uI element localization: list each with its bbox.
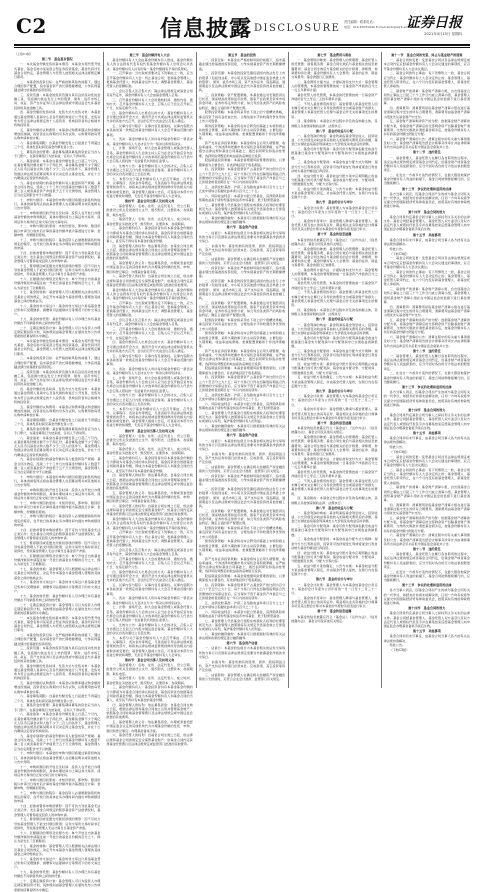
body-paragraph: 基金合同是约定基金合同当事人之间权利义务关系的法律文件。基金合同经基金管理人、基金托管人双方盖章以及双方法定代表人或授权代表签字并在募集结束后经基金管理人向中国证监会办理基金备案手续后生效。 [383, 214, 470, 232]
section-title-en: DISCLOSURE [254, 23, 341, 34]
body-paragraph: 二十、定期定额投资计划：基金管理人可以为投资人办理定期定额投资计划，具体规则由基金管理人在届时发布公告或更新的招募说明书中确定。 [14, 879, 101, 892]
body-paragraph: 十三、申购与赎回的程序：基金投资人必须根据销售机构规定的程序，在开放日的具体业务办理时间内提出申购或赎回的申请。 [14, 514, 101, 527]
section-heading: 第十三节 争议的处理和适用的法律 [402, 384, 452, 389]
body-paragraph: 六、基金募集期限：自基金份额发售之日起最长不得超过三个月，具体发售时间见基金份额发售公告。 [14, 417, 101, 426]
body-paragraph: 五、基金管理人的义务：依法募集资金，办理或者委托经中国证监会认定的其他机构代为办理基金份额的发售、申购、赎回和登记事宜；办理基金备案手续。 [106, 490, 193, 504]
body-paragraph: 二、会议召集人及召集方式：除法律法规规定或基金合同另有约定外，基金份额持有人大会由基金管理人召集。 [106, 88, 193, 98]
body-paragraph: （下转C3版） [389, 251, 410, 256]
contact-line: 电话：010-63070000 E-mail:zqrb@zqrb.sina.net [344, 25, 416, 29]
section-heading: 第十三节 争议的处理和适用的法律 [402, 583, 452, 588]
body-paragraph: 十九、基金的转托管：基金份额持有人可办理已持有基金份额在不同销售机构之间的转托管。 [14, 316, 101, 326]
section-heading: 第十二节 违约责任 [412, 348, 441, 353]
body-paragraph: 基金合同是约定基金合同当事人之间权利义务关系的法律文件。基金合同经基金管理人、基金托管人双方盖章以及双方法定代表人或授权代表签字并在募集结束后经基金管理人向中国证监会办理基金备案手续后生效。 [383, 413, 470, 430]
body-paragraph: 八、基金备案：本基金自基金份额发售之日起三个月内，在基金募集份额总额不少于两亿份，基金募集金额不少于两亿元人民币且基金认购人数不少于二百人的条件下，基金管理人依据法律法规及招募说明书可以决定停止基金发售，并在十日内聘请法定验资机构验资。 [14, 712, 101, 734]
body-paragraph: 一、召开事由：当出现或需要决定下列事由之一的，应当召开基金份额持有人大会：终止基金合同；更换基金管理人；更换基金托管人；转换基金运作方式；调整基金管理人、基金托管人的报酬标准。 [106, 530, 193, 547]
body-paragraph: 四、基金税收：本基金运作过程中涉及的各纳税主体，其纳税义务按国家税收法律、法规执行。 [291, 307, 378, 317]
body-paragraph: 四、基金税收：本基金运作过程中涉及的各纳税主体，其纳税义务按国家税收法律、法规执行。 [291, 496, 378, 505]
body-paragraph: 四、基金管理人的权利：依法募集资金；自基金合同生效之日起，根据法律法规和基金合同独立运用并管理基金财产；依照基金合同收取基金管理费以及法律法规规定或中国证监会批准的其他费用。 [106, 473, 193, 490]
body-paragraph: 四、基金管理人的权利：依法募集资金；自基金合同生效之日起，根据法律法规和基金合同独立运用并管理基金财产；依照基金合同收取基金管理费以及法律法规规定或中国证监会批准的其他费用。 [106, 702, 193, 720]
section-heading: 第二节 基金基本情况 [41, 57, 73, 62]
body-paragraph: 十四、拒绝或暂停申购的情形：因不可抗力导致基金无法正常运作；发生基金合同规定的暂停基金资产估值情况时，基金管理人可暂停接受投资人的申购申请。 [14, 527, 101, 540]
section-heading: 第十四节 基金合同的效力 [408, 209, 446, 214]
body-paragraph: 三、召开基金份额持有人大会的通知时间、通知内容、通知方式：召开基金份额持有人大会，召集人应于会议召开前三十日，在指定媒介公告。 [106, 556, 193, 570]
body-paragraph: 四、投资限制：本基金股票资产占基金资产的比例为百分之六十至百分之九十五；每个交易日日终在扣除股指期货合约需缴纳的交易保证金后，应当保持不低于基金资产净值百分之五的现金或者到期日在一年以内的政府债券。 [198, 167, 286, 185]
section-heading: 第十四节 基金合同的效力 [408, 407, 446, 412]
body-paragraph: 一、召开事由：当出现或需要决定下列事由之一的，应当召开基金份额持有人大会：终止基金合同；更换基金管理人；更换基金托管人；转换基金运作方式；调整基金管理人、基金托管人的报酬标准。 [106, 300, 193, 318]
body-paragraph: 八、生效与公告：基金份额持有人大会的决议，召集人应当自通过之日起五日内报中国证监会备案。基金份额持有人大会的决议自表决通过之日起生效。 [106, 163, 193, 177]
body-paragraph: 四、基金份额的发售时间、发售方式与发售对象：本基金通过基金管理人直销中心及各代销机构进行公开发售，发售对象为符合法律法规规定的个人投资者、机构投资者和合格境外机构投资者。 [14, 663, 101, 681]
body-paragraph: 资产支持证券投资策略：本基金将综合运用久期管理、收益率曲线、个券选择和把握市场交易机会等积极策略，在严格遵守法律法规和基金合同基础上，通过信用研究和流动性管理，选择风险调整后的收益高的品种进行投资。 [198, 141, 286, 158]
column-divider [288, 52, 289, 688]
body-paragraph: 七、计票：现场开会，如大会由基金管理人或基金托管人召集，基金份额持有人大会的主持人应当在会议开始后宣布在出席会议的基金份额持有人中选举两名基金份额持有人代表与大会召集人授权的一名监督员共同担任监票人。 [106, 375, 193, 393]
body-paragraph: 一、基金费用的种类：基金管理人的管理费；基金托管人的托管费；销售服务费；基金合同生效后与基金相关的信息披露费用；基金合同生效后与基金相关的会计师费、律师费、仲裁费和诉讼费；基金份额持有人大会费用；基金的证券、期货交易费用；基金的银行汇划费用。 [291, 58, 378, 80]
section-heading: 第六节 基金资产估值 [226, 225, 258, 230]
body-paragraph: 五、基金财产清算剩余资产的分配：依据基金财产清算的分配方案，将基金财产清算后的全部剩余资产扣除基金财产清算费用、交纳所欠税款并清偿基金债务后，按基金份额持有人持有的基金份额比例进行分配。 [383, 515, 470, 533]
body-paragraph: 股票投资策略：本基金将采用自下而上的个股精选策略，重点投资于具有良好成长性、合理估值水平和较强竞争优势的上市公司股票。 [198, 318, 286, 331]
body-paragraph: 基金托管人的托管费，本基金的托管费按前一日基金资产净值的百分之零点二五的年费率计提。 [291, 469, 378, 479]
body-paragraph: 一、估值日：本基金的估值日为本基金相关的证券交易场所的交易日以及国家法律法规规定需要对外披露基金净值的非交易日。 [198, 646, 286, 659]
body-paragraph: 十九、基金的转托管：基金份额持有人可办理已持有基金份额在不同销售机构之间的转托管。 [14, 870, 101, 879]
text-column-4 [291, 52, 377, 688]
body-paragraph: 基金份额持有人大会由基金份额持有人组成，基金份额持有人的合法授权代表有权代表基金份额持有人出席会议并表决。基金份额持有人持有的每一基金份额拥有平等的投票权。 [106, 287, 193, 301]
body-paragraph: 十九、基金的转托管：基金份额持有人可办理已持有基金份额在不同销售机构之间的转托管。 [14, 593, 101, 602]
body-paragraph: 三、基金份额持有人：基金投资者持有本基金基金份额的行为即视为对基金合同的承认和接受，基金投资者自依据基金合同取得基金份额，即成为本基金份额持有人和基金合同的当事人，直至其不再持有本基金的基金份额。 [106, 455, 193, 473]
body-paragraph: 四、清算费用：清算费用是指基金财产清算小组在进行基金清算过程中发生的所有合理费用，清算费用由基金财产清算小组优先从基金财产中支付。 [383, 106, 470, 119]
section-heading: 第九节 基金的会计与审计 [315, 388, 353, 393]
section-heading: 第九节 基金的会计与审计 [315, 577, 353, 582]
body-paragraph: 四、基金份额持有人出席会议的方式：基金份额持有人大会可通过现场开会方式、通讯开会方式或法律法规和监管机关允许的其他方式召开，会议的召开方式由会议召集人确定。 [106, 111, 193, 124]
body-paragraph: 八、基金的融资融券：本基金可以根据届时有效的有关法律法规和政策的规定进行融资融券。 [198, 216, 286, 225]
section-title-cn: 信息披露 [160, 16, 253, 42]
body-paragraph: 二、在发生一方或多方违约的情况下，在最大限度地保护基金份额持有人利益的前提下，基金合同能够继续履行的，应当继续履行。 [383, 371, 470, 384]
body-paragraph: 十五、暂停赎回或延缓支付赎回款项的情形：因不可抗力导致基金管理人不能支付赎回款项；证券交易所交易时间非正常停市，导致基金管理人无法计算当日基金资产净值。 [14, 817, 101, 830]
section-heading: 第九节 基金的会计与审计 [315, 200, 353, 205]
body-paragraph: 股票投资策略：本基金将采用自下而上的个股精选策略，重点投资于具有良好成长性、合理估值水平和较强竞争优势的上市公司股票。 [198, 526, 286, 539]
body-paragraph: 四、基金份额的发售时间、发售方式与发售对象：本基金通过基金管理人直销中心及各代销机构进行公开发售，发售对象为符合法律法规规定的个人投资者、机构投资者和合格境外机构投资者。 [14, 110, 101, 128]
body-paragraph: 二、会议召集人及召集方式：除法律法规规定或基金合同另有约定外，基金份额持有人大会由基金管理人召集。 [106, 547, 193, 556]
section-heading: 第七节 基金费用与税收 [317, 53, 352, 57]
body-paragraph: 资产支持证券投资策略：本基金将综合运用久期管理、收益率曲线、个券选择和把握市场交易机会等积极策略，在严格遵守法律法规和基金合同基础上，通过信用研究和流动性管理，选择风险调整后的收益高的品种进行投资。 [198, 556, 286, 574]
body-paragraph: 七、募集资金的管理：基金募集期间募集的资金应当存入专门账户，在基金募集行为结束前，任何人不得动用。 [14, 426, 101, 435]
body-paragraph: 四、清算费用：清算费用是指基金财产清算小组在进行基金清算过程中发生的所有合理费用，清算费用由基金财产清算小组优先从基金财产中支付。 [383, 304, 470, 317]
body-paragraph: 一、投资目标：本基金在严格控制风险的前提下，追求超越业绩比较基准的投资回报，力争实现基金资产的长期稳健增值。 [198, 266, 286, 279]
body-paragraph: 一、估值日：本基金的估值日为本基金相关的证券交易场所的交易日以及国家法律法规规定需要对外披露基金净值的非交易日。 [198, 438, 286, 451]
body-paragraph: 十七、基金的转换：基金管理人可以根据相关法律法规以及基金合同的规定，决定开办本基金与基金管理人管理的其他基金之间的转换业务。 [14, 290, 101, 303]
body-paragraph: 一、基金合同的变更：变更基金合同涉及法律法规规定或本合同约定应经基金份额持有人大会决议通过的事项的，应召开基金份额持有人大会决议通过。 [383, 256, 470, 269]
body-paragraph: 基金托管人的托管费，本基金的托管费按前一日基金资产净值的百分之零点二五的年费率计提。 [291, 93, 378, 102]
body-paragraph: 十八、基金的非交易过户：基金的非交易过户是指基金登记机构只受理继承、捐赠和司法强制执行等情况下的非交易过户。 [14, 303, 101, 317]
body-paragraph: 六、基金财产清算的公告：清算过程中的有关重大事项须及时公告；基金财产清算报告经会计师事务所审计并由律师事务所出具法律意见书后报中国证监会备案并公告。 [383, 335, 470, 348]
body-paragraph: 一、投资目标：本基金在严格控制风险的前提下，追求超越业绩比较基准的投资回报，力争实现基金资产的长期稳健增值。 [198, 58, 286, 71]
body-paragraph: 一、基金会计政策：基金管理人为本基金的基金会计责任方；基金的会计年度为公历年度的一月一日至十二月三十一日。 [291, 394, 378, 407]
body-paragraph: 四、基金税收：本基金运作过程中涉及的各纳税主体，其纳税义务按国家税收法律、法规执行。 [291, 119, 378, 128]
body-paragraph: 二、基金合同的终止事由：有下列情形之一的，基金合同应当终止：基金份额持有人大会决定终止的；基金管理人、基金托管人职责终止，在六个月内没有新基金管理人、新基金托管人承接的。 [383, 467, 470, 485]
body-paragraph: 六、表决：基金份额持有人所持每份基金份额有一票表决权。基金份额持有人大会决议分为一般决议和特别决议。 [106, 596, 193, 605]
text-column-5 [384, 52, 470, 688]
section-heading: 第八节 基金的收益与分配 [315, 505, 353, 510]
body-paragraph: 五、基金份额的认购费用：本基金认购费率随认购金额的增加而递减，投资者在认购期内可多次认购，认购费用按每笔认购申请单独计算。 [14, 681, 101, 694]
body-paragraph: 十四、拒绝或暂停申购的情形：因不可抗力导致基金无法正常运作；发生基金合同规定的暂停基金资产估值情况时，基金管理人可暂停接受投资人的申购申请。 [14, 250, 101, 264]
body-paragraph: 二、基金合同的终止事由：有下列情形之一的，基金合同应当终止：基金份额持有人大会决定终止的；基金管理人、基金托管人职责终止，在六个月内没有新基金管理人、新基金托管人承接的。 [383, 71, 470, 89]
body-paragraph: 四、基金份额持有人出席会议的方式：基金份额持有人大会可通过现场开会方式、通讯开会方式或法律法规和监管机关允许的其他方式召开，会议的召开方式由会议召集人确定。 [106, 340, 193, 353]
section-heading: 第十节 基金的信息披露 [317, 420, 352, 425]
body-paragraph: 二、在发生一方或多方违约的情况下，在最大限度地保护基金份额持有人利益的前提下，基金合同能够继续履行的，应当继续履行。 [383, 569, 470, 583]
body-paragraph: 一、召开事由：当出现或需要决定下列事由之一的，应当召开基金份额持有人大会：终止基金合同；更换基金管理人；更换基金托管人；转换基金运作方式；调整基金管理人、基金托管人的报酬标准。 [106, 71, 193, 89]
body-paragraph: 五、基金份额的认购费用：本基金认购费率随认购金额的增加而递减，投资者在认购期内可多次认购，认购费用按每笔认购申请单独计算。 [14, 404, 101, 417]
body-paragraph: 二、本基金的投资目标：在严格控制风险的前提下，通过合理的资产配置，追求基金资产的长期稳健增值，力争获得超越业绩比较基准的投资回报。 [14, 79, 101, 93]
body-paragraph: 五、议事内容与程序：议事内容及提案权，议事内容限为本条前述第一款规定的基金份额持有人大会召开事由范围内的事项。 [106, 583, 193, 596]
body-paragraph: 四、投资限制：本基金股票资产占基金资产的比例为百分之六十至百分之九十五；每个交易日日终在扣除股指期货合约需缴纳的交易保证金后，应当保持不低于基金资产净值百分之五的现金或者到期日在一年以内的政府债券。 [198, 375, 286, 392]
page-code: C2 [16, 14, 47, 38]
body-paragraph: 二、基金的年度审计：基金管理人聘请与基金管理人、基金托管人相互独立的具有证券、期货相关业务资格的会计师事务所及其注册会计师对本基金的年度财务报表进行审计。 [291, 407, 378, 420]
body-paragraph: 五、业绩比较基准：沪深三百指数收益率乘以百分之七十五加中债综合指数收益率乘以百分之二十五。 [198, 600, 286, 609]
body-paragraph: 四、收益分配方案：基金收益分配方案中应载明截止收益分配基准日的可供分配利润、基金收益分配对象、分配时间、分配数额及比例、分配方式等内容。 [291, 173, 378, 187]
section-heading: 第八节 基金的收益与分配 [315, 317, 353, 322]
body-paragraph: 一、本次基金份额发售的基本情况：本基金为契约型开放式基金，基金名称为某某混合型证券投资基金，基金代码详见基金合同约定，基金管理人与托管人按照相关法律法规规定履行职责。 [14, 62, 101, 80]
body-paragraph: 三、投资策略：资产配置策略，本基金通过对宏观经济运行状况、国家财政政策和货币政策、国家产业政策及资本市场资金环境、证券市场走势的分析，综合考虑各类资产的风险收益特征，确定合适的资产配置比例。 [198, 508, 286, 526]
masthead [14, 10, 470, 44]
body-paragraph: 特此公告。 [389, 445, 406, 450]
body-paragraph: 六、基金募集期限：自基金份额发售之日起最长不得超过三个月，具体发售时间见基金份额发售公告。 [14, 694, 101, 703]
section-heading: 第五节 基金的投资 [228, 53, 256, 57]
body-paragraph: 十三、申购与赎回的程序：基金投资人必须根据销售机构规定的程序，在开放日的具体业务办理时间内提出申购或赎回的申请。 [14, 791, 101, 804]
body-paragraph: 七、募集资金的管理：基金募集期间募集的资金应当存入专门账户，在基金募集行为结束前，任何人不得动用。 [14, 150, 101, 159]
body-paragraph: 本基金的信息披露应符合《基金法》、《运作办法》、《信息披露办法》、基金合同及其他有关规定。 [291, 426, 378, 435]
section-heading: 第十二节 违约责任 [412, 547, 441, 551]
newspaper-brand-logo: 证券日报 [406, 15, 462, 31]
section-heading: 第六节 基金资产估值 [226, 433, 258, 438]
body-paragraph: 五、收益分配方案的确定、公告与实施：本基金收益分配方案由基金管理人拟定，并由基金托管人复核，在两日内在指定媒介公告。 [291, 563, 378, 577]
body-paragraph: 九、基金存续期内的基金份额持有人数量和资产规模：基金合同生效后，连续二十个工作日出现基金份额持有人数量不满二百人或者基金资产净值低于五千万元情形的，基金管理人应当在定期报告中予以披露。 [14, 180, 101, 198]
body-paragraph: 三、基金收益分配原则：本基金收益分配方式分两种：现金分红与红利再投资，投资者可选择现金红利或将现金红利自动转为基金份额进行再投资。 [291, 537, 378, 550]
body-paragraph: 二、本基金的投资目标：在严格控制风险的前提下，通过合理的资产配置，追求基金资产的长期稳健增值，力争获得超越业绩比较基准的投资回报。 [14, 633, 101, 646]
body-paragraph: 十四、拒绝或暂停申购的情形：因不可抗力导致基金无法正常运作；发生基金合同规定的暂停基金资产估值情况时，基金管理人可暂停接受投资人的申购申请。 [14, 804, 101, 817]
body-paragraph: 二、投资范围：本基金的投资范围包括国内依法发行上市的股票（包括创业板、中小板以及其他经中国证监会核准上市的股票）、债券、货币市场工具、资产支持证券、股指期货、国债期货以及法律法规或中国证监会允许基金投资的其他金融工具。 [198, 71, 286, 93]
body-paragraph: 二、基金的年度审计：基金管理人聘请与基金管理人、基金托管人相互独立的具有证券、期货相关业务资格的会计师事务所及其注册会计师对本基金的年度财务报表进行审计。 [291, 218, 378, 232]
body-paragraph: 二、基金费用计提方法、计提标准和支付方式：基金管理人的管理费，本基金的管理费按前一日基金资产净值的百分之一点五年费率计提。 [291, 456, 378, 470]
continuation-tag: （上接C1版） [14, 52, 34, 56]
body-paragraph: 基金份额持有人大会由基金份额持有人组成，基金份额持有人的合法授权代表有权代表基金份额持有人出席会议并表决。基金份额持有人持有的每一基金份额拥有平等的投票权。 [106, 517, 193, 530]
body-paragraph: 特此公告。 [389, 643, 406, 648]
body-paragraph: 三、基金财产的清算：基金财产清算小组，自出现基金合同终止事由之日起三十个工作日内成立清算小组，基金管理人组织基金财产清算小组并在中国证监会的监督下进行基金清算。 [383, 287, 470, 304]
body-paragraph: 七、计票：现场开会，如大会由基金管理人或基金托管人召集，基金份额持有人大会的主持人应当在会议开始后宣布在出席会议的基金份额持有人中选举两名基金份额持有人代表与大会召集人授权的一名监督员共同担任监票人。 [106, 605, 193, 622]
body-paragraph: 九、本部分关于基金份额持有人大会召开事由、召开条件、议事程序、表决条件等规定，凡是直接引用法律法规或监管规则的部分，如将来法律法规或监管规则修改导致相关内容被取消或变更的，基金管理人提前公告后，可直接对本部分内容进行修改和调整，无需召开基金份额持有人大会审议。 [106, 406, 193, 428]
body-paragraph: 一、基金合同的变更：变更基金合同涉及法律法规规定或本合同约定应经基金份额持有人大会决议通过的事项的，应召开基金份额持有人大会决议通过。 [383, 58, 470, 71]
body-paragraph: 十、申购与赎回：本基金的申购与赎回将通过销售机构进行，具体的销售网点将由基金管理人在招募说明书或其他相关公告中列明。 [14, 474, 101, 488]
body-paragraph: 二、在发生一方或多方违约的情况下，在最大限度地保护基金份额持有人利益的前提下，基金合同能够继续履行的，应当继续履行。 [383, 173, 470, 186]
body-paragraph: 四、清算费用：清算费用是指基金财产清算小组在进行基金清算过程中发生的所有合理费用，清算费用由基金财产清算小组优先从基金财产中支付。 [383, 502, 470, 516]
body-paragraph: 十、申购与赎回：本基金的申购与赎回将通过销售机构进行，具体的销售网点将由基金管理人在招募说明书或其他相关公告中列明。 [14, 198, 101, 211]
body-paragraph: 五、基金财产清算剩余资产的分配：依据基金财产清算的分配方案，将基金财产清算后的全部剩余资产扣除基金财产清算费用、交纳所欠税款并清偿基金债务后，按基金份额持有人持有的基金份额比例进行分配。 [383, 317, 470, 335]
body-paragraph: （下转C3版） [389, 648, 410, 653]
body-paragraph: 七、基金管理人代表基金行使股东或债权人权利的处理原则及方法：基金管理人按照国家有关规定代表基金独立行使股东或债权人权利，保护基金份额持有人的利益。 [198, 202, 286, 216]
body-paragraph: 一、基金管理人、基金托管人在履行各自职责的过程中，违反法律法规的规定或者基金合同约定，给基金财产或者基金份额持有人造成损害的，应当分别对各自的行为依法承担赔偿责任。 [383, 552, 470, 569]
body-paragraph: 二、基金可供分配利润：基金可供分配利润指截至收益分配基准日基金未分配利润与未分配利润中已实现收益的孰低数。 [291, 524, 378, 537]
body-paragraph: 三、基金财产的清算：基金财产清算小组，自出现基金合同终止事由之日起三十个工作日内成立清算小组，基金管理人组织基金财产清算小组并在中国证监会的监督下进行基金清算。 [383, 485, 470, 502]
body-paragraph: 四、基金份额持有人出席会议的方式：基金份额持有人大会可通过现场开会方式、通讯开会方式或法律法规和监管机关允许的其他方式召开，会议的召开方式由会议召集人确定。 [106, 569, 193, 583]
body-paragraph: 二、基金托管人：名称、住所、法定代表人、成立时间、基金托管业务批准文号、组织形式、注册资本、存续期间。 [106, 217, 193, 226]
body-paragraph: 九、本部分关于基金份额持有人大会召开事由、召开条件、议事程序、表决条件等规定，凡是直接引用法律法规或监管规则的部分，如将来法律法规或监管规则修改导致相关内容被取消或变更的，基金管理人提前公告后，可直接对本部分内容进行修改和调整，无需召开基金份额持有人大会审议。 [106, 177, 193, 198]
body-paragraph: 一、基金利润的构成：基金利润指基金利息收入、投资收益、公允价值变动收益和其他收入扣除相关费用后的余额，基金已实现收益指基金利润减去公允价值变动收益后的余额。 [291, 134, 378, 147]
body-paragraph: 五、基金份额的认购费用：本基金认购费率随认购金额的增加而递减，投资者在认购期内可多次认购，认购费用按每笔认购申请单独计算。 [14, 127, 101, 141]
body-paragraph: 五、业绩比较基准：沪深三百指数收益率乘以百分之七十五加中债综合指数收益率乘以百分之二十五。 [198, 392, 286, 401]
body-paragraph: 九、本部分关于基金份额持有人大会召开事由、召开条件、议事程序、表决条件等规定，凡是直接引用法律法规或监管规则的部分，如将来法律法规或监管规则修改导致相关内容被取消或变更的，基金管理人提前公告后，可直接对本部分内容进行修改和调整，无需召开基金份额持有人大会审议。 [106, 635, 193, 657]
body-paragraph: 五、议事内容与程序：议事内容及提案权，议事内容限为本条前述第一款规定的基金份额持有人大会召开事由范围内的事项。 [106, 353, 193, 367]
body-paragraph: 五、议事内容与程序：议事内容及提案权，议事内容限为本条前述第一款规定的基金份额持有人大会召开事由范围内的事项。 [106, 124, 193, 137]
body-paragraph: 本基金的信息披露应符合《基金法》、《运作办法》、《信息披露办法》、基金合同及其他有关规定。 [291, 614, 378, 623]
section-heading: 第十四节 基金合同的效力 [408, 606, 446, 611]
body-paragraph: 债券投资策略：本基金将在综合研究的基础上实施积极主动的组合管理，采用久期控制下的主动投资策略，主要包括：久期策略、收益率曲线策略、类属配置策略和个券选择策略等。 [198, 331, 286, 349]
section-heading: 第四节 基金合同当事人及权利义务 [124, 657, 175, 662]
body-paragraph: 七、计票：现场开会，如大会由基金管理人或基金托管人召集，基金份额持有人大会的主持人应当在会议开始后宣布在出席会议的基金份额持有人中选举两名基金份额持有人代表与大会召集人授权的一名监督员共同担任监票人。 [106, 146, 193, 164]
body-paragraph: 本基金的信息披露应符合《基金法》、《运作办法》、《信息披露办法》、基金合同及其他有关规定。 [291, 237, 378, 246]
body-paragraph: 六、风险收益特征：本基金为混合型基金，其预期风险和预期收益高于债券型基金和货币市场基金，低于股票型基金。 [198, 401, 286, 410]
section-heading: 第八节 基金的收益与分配 [315, 128, 353, 133]
column-divider [381, 52, 382, 688]
body-paragraph: 八、生效与公告：基金份额持有人大会的决议，召集人应当自通过之日起五日内报中国证监会备案。基金份额持有人大会的决议自表决通过之日起生效。 [106, 622, 193, 636]
body-paragraph: 一、基金会计政策：基金管理人为本基金的基金会计责任方；基金的会计年度为公历年度的一月一日至十二月三十一日。 [291, 205, 378, 219]
body-paragraph: 三、投资范围：本基金的投资范围为具有良好流动性的金融工具，包括国内依法发行上市的股票、债券、货币市场工具、权证、资产支持证券以及法律法规或中国证监会允许基金投资的其他金融工具。 [14, 646, 101, 663]
column-divider [103, 52, 104, 688]
body-paragraph: 十一、申购和赎回的开放日及时间：投资人在开放日办理基金份额的申购和赎回，具体办理时间为上海证券交易所、深圳证券交易所的正常交易日的交易时间。 [14, 764, 101, 777]
body-paragraph: 各方当事人同意，因基金合同而产生的或与基金合同有关的一切争议，如经友好协商未能解决的，任何一方均有权将争议提交中国国际经济贸易仲裁委员会，按照其时有效的仲裁规则进行仲裁。 [383, 191, 470, 209]
body-paragraph: 八、基金的融资融券：本基金可以根据届时有效的有关法律法规和政策的规定进行融资融券。 [198, 631, 286, 640]
body-paragraph: 各方当事人同意，因基金合同而产生的或与基金合同有关的一切争议，如经友好协商未能解决的，任何一方均有权将争议提交中国国际经济贸易仲裁委员会，按照其时有效的仲裁规则进行仲裁。 [383, 390, 470, 407]
body-paragraph: （下转C3版） [389, 449, 410, 454]
body-paragraph: 十、申购与赎回：本基金的申购与赎回将通过销售机构进行，具体的销售网点将由基金管理人在招募说明书或其他相关公告中列明。 [14, 751, 101, 764]
body-paragraph: 二、估值对象：基金所拥有的股票、债券、股指期货合约、资产支持证券和银行存款本息、应收款项、其它投资等资产及负债。 [198, 659, 286, 672]
section-heading: 第十节 基金的信息披露 [317, 232, 352, 237]
body-paragraph: 一、基金费用的种类：基金管理人的管理费；基金托管人的托管费；销售服务费；基金合同生效后与基金相关的信息披露费用；基金合同生效后与基金相关的会计师费、律师费、仲裁费和诉讼费；基金份额持有人大会费用；基金的证券、期货交易费用；基金的银行汇划费用。 [291, 246, 378, 268]
body-paragraph: 五、基金管理人的义务：依法募集资金，办理或者委托经中国证监会认定的其他机构代为办理基金份额的发售、申购、赎回和登记事宜；办理基金备案手续。 [106, 720, 193, 733]
section-heading: 第十五节 其他事项 [412, 232, 441, 237]
body-paragraph: 资产支持证券投资策略：本基金将综合运用久期管理、收益率曲线、个券选择和把握市场交易机会等积极策略，在严格遵守法律法规和基金合同基础上，通过信用研究和流动性管理，选择风险调整后的收益高的品种进行投资。 [198, 348, 286, 366]
section-heading: 第三节 基金份额持有人大会 [129, 53, 170, 57]
body-paragraph: 一、本次基金份额发售的基本情况：本基金为契约型开放式基金，基金名称为某某混合型证券投资基金，基金代码详见基金合同约定，基金管理人与托管人按照相关法律法规规定履行职责。 [14, 615, 101, 633]
body-paragraph: 八、基金的融资融券：本基金可以根据届时有效的有关法律法规和政策的规定进行融资融券。 [198, 423, 286, 433]
body-paragraph: 九、基金存续期内的基金份额持有人数量和资产规模：基金合同生效后，连续二十个工作日出现基金份额持有人数量不满二百人或者基金资产净值低于五千万元情形的，基金管理人应当在定期报告中予以披露。 [14, 733, 101, 751]
body-paragraph: 股指期货投资策略：本基金将根据风险管理的原则，以套期保值为主要目的，有选择地投资于股指期货。 [198, 158, 286, 167]
body-paragraph: 股票投资策略：本基金将采用自下而上的个股精选策略，重点投资于具有良好成长性、合理估值水平和较强竞争优势的上市公司股票。 [198, 110, 286, 123]
body-paragraph: 三、不列入基金费用的项目：基金管理人和基金托管人因未履行或未完全履行义务导致的费用支出或基金财产的损失；基金管理人和基金托管人处理与基金运作无关的事项发生的费用。 [291, 290, 378, 308]
section-heading: 第四节 基金合同当事人及权利义务 [124, 199, 175, 204]
body-paragraph: 一、基金管理人、基金托管人在履行各自职责的过程中，违反法律法规的规定或者基金合同约定，给基金财产或者基金份额持有人造成损害的，应当分别对各自的行为依法承担赔偿责任。 [383, 155, 470, 173]
body-paragraph: 八、生效与公告：基金份额持有人大会的决议，召集人应当自通过之日起五日内报中国证监会备案。基金份额持有人大会的决议自表决通过之日起生效。 [106, 393, 193, 406]
body-paragraph: 三、投资范围：本基金的投资范围为具有良好流动性的金融工具，包括国内依法发行上市的股票、债券、货币市场工具、权证、资产支持证券以及法律法规或中国证监会允许基金投资的其他金融工具。 [14, 93, 101, 110]
body-paragraph: 三、基金份额持有人：基金投资者持有本基金基金份额的行为即视为对基金合同的承认和接受，基金投资者自依据基金合同取得基金份额，即成为本基金份额持有人和基金合同的当事人，直至其不再持有本基金的基金份额。 [106, 685, 193, 702]
section-heading: 第六节 基金资产估值 [226, 641, 258, 646]
body-paragraph: 十二、申购与赎回的原则：未知价原则，即申购、赎回价格以申请当日收市后计算的基金份额净值为基准进行计算；金额申购、份额赎回原则。 [14, 224, 101, 237]
body-paragraph: 债券投资策略：本基金将在综合研究的基础上实施积极主动的组合管理，采用久期控制下的主动投资策略，主要包括：久期策略、收益率曲线策略、类属配置策略和个券选择策略等。 [198, 539, 286, 556]
section-heading: 第十一节 基金合同的变更、终止与基金财产的清算 [391, 53, 463, 57]
body-paragraph: 一、基金合同的变更：变更基金合同涉及法律法规规定或本合同约定应经基金份额持有人大会决议通过的事项的，应召开基金份额持有人大会决议通过。 [383, 454, 470, 468]
body-paragraph: 一、投资目标：本基金在严格控制风险的前提下，追求超越业绩比较基准的投资回报，力争实现基金资产的长期稳健增值。 [198, 473, 286, 487]
body-paragraph: 二、基金托管人：名称、住所、法定代表人、成立时间、基金托管业务批准文号、组织形式、注册资本、存续期间。 [106, 676, 193, 685]
body-paragraph: 二、基金可供分配利润：基金可供分配利润指截至收益分配基准日基金未分配利润与未分配利润中已实现收益的孰低数。 [291, 335, 378, 349]
body-paragraph: 三、投资范围：本基金的投资范围为具有良好流动性的金融工具，包括国内依法发行上市的股票、债券、货币市场工具、权证、资产支持证券以及法律法规或中国证监会允许基金投资的其他金融工具。 [14, 369, 101, 387]
body-paragraph: 一、基金利润的构成：基金利润指基金利息收入、投资收益、公允价值变动收益和其他收入扣除相关费用后的余额，基金已实现收益指基金利润减去公允价值变动收益后的余额。 [291, 510, 378, 524]
body-paragraph: 十三、申购与赎回的程序：基金投资人必须根据销售机构规定的程序，在开放日的具体业务办理时间内提出申购或赎回的申请。 [14, 237, 101, 251]
masthead-rule [14, 44, 470, 46]
body-paragraph: 四、收益分配方案：基金收益分配方案中应载明截止收益分配基准日的可供分配利润、基金收益分配对象、分配时间、分配数额及比例、分配方式等内容。 [291, 550, 378, 563]
body-paragraph: 债券投资策略：本基金将在综合研究的基础上实施积极主动的组合管理，采用久期控制下的主动投资策略，主要包括：久期策略、收益率曲线策略、类属配置策略和个券选择策略等。 [198, 123, 286, 141]
body-paragraph: 基金合同如有未尽事宜，由基金合同当事人各方按有关法律法规协商解决。 [383, 436, 470, 445]
body-paragraph: 一、基金利润的构成：基金利润指基金利息收入、投资收益、公允价值变动收益和其他收入扣除相关费用后的余额，基金已实现收益指基金利润减去公允价值变动收益后的余额。 [291, 322, 378, 335]
section-heading: 第十节 基金的信息披露 [317, 609, 352, 614]
text-column-3 [199, 52, 285, 688]
body-paragraph: 六、表决：基金份额持有人所持每份基金份额有一票表决权。基金份额持有人大会决议分为一般决议和特别决议。 [106, 137, 193, 146]
body-paragraph: 三、召开基金份额持有人大会的通知时间、通知内容、通知方式：召开基金份额持有人大会，召集人应于会议召开前三十日，在指定媒介公告。 [106, 97, 193, 111]
body-paragraph: 二、基金可供分配利润：基金可供分配利润指截至收益分配基准日基金未分配利润与未分配利润中已实现收益的孰低数。 [291, 147, 378, 160]
body-paragraph: 六、基金托管人的权利：自基金合同生效之日起，依法律法规和基金合同的规定安全保管基金财产；依基金合同约定获得基金托管费以及法律法规规定或监管部门批准的其他费用。 [106, 274, 193, 287]
body-paragraph: 五、收益分配方案的确定、公告与实施：本基金收益分配方案由基金管理人拟定，并由基金托管人复核，在两日内在指定媒介公告。 [291, 186, 378, 200]
body-paragraph: 五、收益分配方案的确定、公告与实施：本基金收益分配方案由基金管理人拟定，并由基金托管人复核，在两日内在指定媒介公告。 [291, 375, 378, 388]
body-paragraph: 二、基金费用计提方法、计提标准和支付方式：基金管理人的管理费，本基金的管理费按前一日基金资产净值的百分之一点五年费率计提。 [291, 79, 378, 93]
body-paragraph: 五、基金管理人的义务：依法募集资金，办理或者委托经中国证监会认定的其他机构代为办理基金份额的发售、申购、赎回和登记事宜；办理基金备案手续。 [106, 261, 193, 274]
body-paragraph: 十八、基金的非交易过户：基金的非交易过户是指基金登记机构只受理继承、捐赠和司法强制执行等情况下的非交易过户。 [14, 580, 101, 593]
body-paragraph: 二、基金费用计提方法、计提标准和支付方式：基金管理人的管理费，本基金的管理费按前一日基金资产净值的百分之一点五年费率计提。 [291, 268, 378, 281]
body-paragraph: 六、基金托管人的权利：自基金合同生效之日起，依法律法规和基金合同的规定安全保管基金财产；依基金合同约定获得基金托管费以及法律法规规定或监管部门批准的其他费用。 [106, 733, 193, 746]
body-paragraph: 基金合同如有未尽事宜，由基金合同当事人各方按有关法律法规协商解决。 [383, 634, 470, 643]
body-paragraph: 二、会议召集人及召集方式：除法律法规规定或基金合同另有约定外，基金份额持有人大会由基金管理人召集。 [106, 318, 193, 327]
body-paragraph: 四、投资限制：本基金股票资产占基金资产的比例为百分之六十至百分之九十五；每个交易日日终在扣除股指期货合约需缴纳的交易保证金后，应当保持不低于基金资产净值百分之五的现金或者到期日在一年以内的政府债券。 [198, 583, 286, 600]
body-paragraph: 十二、申购与赎回的原则：未知价原则，即申购、赎回价格以申请当日收市后计算的基金份额净值为基准进行计算；金额申购、份额赎回原则。 [14, 501, 101, 514]
body-paragraph: 四、收益分配方案：基金收益分配方案中应载明截止收益分配基准日的可供分配利润、基金收益分配对象、分配时间、分配数额及比例、分配方式等内容。 [291, 362, 378, 375]
body-paragraph: 特此公告。 [389, 246, 406, 251]
body-paragraph: 三、估值原则：基金管理人在确定相关金融资产和金融负债的公允价值时，应符合企业会计准则、监管部门有关规定。 [198, 257, 286, 266]
body-paragraph: 六、风险收益特征：本基金为混合型基金，其预期风险和预期收益高于债券型基金和货币市场基金，低于股票型基金。 [198, 193, 286, 203]
body-paragraph: 九、基金存续期内的基金份额持有人数量和资产规模：基金合同生效后，连续二十个工作日出现基金份额持有人数量不满二百人或者基金资产净值低于五千万元情形的，基金管理人应当在定期报告中予以披露。 [14, 457, 101, 474]
text-column-1 [14, 52, 101, 892]
body-paragraph: 二、投资范围：本基金的投资范围包括国内依法发行上市的股票（包括创业板、中小板以及其他经中国证监会核准上市的股票）、债券、货币市场工具、资产支持证券、股指期货、国债期货以及法律法规或中国证监会允许基金投资的其他金融工具。 [198, 279, 286, 301]
body-paragraph: 三、基金财产的清算：基金财产清算小组，自出现基金合同终止事由之日起三十个工作日内成立清算小组，基金管理人组织基金财产清算小组并在中国证监会的监督下进行基金清算。 [383, 88, 470, 106]
body-paragraph: 六、基金募集期限：自基金份额发售之日起最长不得超过三个月，具体发售时间见基金份额发售公告。 [14, 141, 101, 150]
body-paragraph: 八、基金备案：本基金自基金份额发售之日起三个月内，在基金募集份额总额不少于两亿份，基金募集金额不少于两亿元人民币且基金认购人数不少于二百人的条件下，基金管理人依据法律法规及招募说明书可以决定停止基金发售，并在十日内聘请法定验资机构验资。 [14, 159, 101, 180]
body-paragraph: 四、基金管理人的权利：依法募集资金；自基金合同生效之日起，根据法律法规和基金合同独立运用并管理基金财产；依照基金合同收取基金管理费以及法律法规规定或中国证监会批准的其他费用。 [106, 243, 193, 261]
body-paragraph: 一、基金管理人：名称、住所、法定代表人、设立日期、批准设立机关及批准设立文号、组织形式、注册资本、存续期限、联系电话。 [106, 204, 193, 217]
body-paragraph: 基金份额持有人大会由基金份额持有人组成，基金份额持有人的合法授权代表有权代表基金份额持有人出席会议并表决。基金份额持有人持有的每一基金份额拥有平等的投票权。 [106, 58, 193, 71]
body-paragraph: 三、召开基金份额持有人大会的通知时间、通知内容、通知方式：召开基金份额持有人大会，召集人应于会议召开前三十日，在指定媒介公告。 [106, 327, 193, 340]
body-paragraph: 一、本次基金份额发售的基本情况：本基金为契约型开放式基金，基金名称为某某混合型证券投资基金，基金代码详见基金合同约定，基金管理人与托管人按照相关法律法规规定履行职责。 [14, 339, 101, 356]
body-paragraph: 十五、暂停赎回或延缓支付赎回款项的情形：因不可抗力导致基金管理人不能支付赎回款项；证券交易所交易时间非正常停市，导致基金管理人无法计算当日基金资产净值。 [14, 264, 101, 277]
section-heading: 第十五节 其他事项 [412, 629, 441, 634]
body-paragraph: 一、基金会计政策：基金管理人为本基金的基金会计责任方；基金的会计年度为公历年度的一月一日至十二月三十一日。 [291, 582, 378, 595]
article-columns [14, 52, 470, 892]
body-paragraph: 基金托管人的托管费，本基金的托管费按前一日基金资产净值的百分之零点二五的年费率计提。 [291, 281, 378, 290]
body-paragraph: 十一、申购和赎回的开放日及时间：投资人在开放日办理基金份额的申购和赎回，具体办理时间为上海证券交易所、深圳证券交易所的正常交易日的交易时间。 [14, 487, 101, 501]
body-paragraph: 五、基金财产清算剩余资产的分配：依据基金财产清算的分配方案，将基金财产清算后的全部剩余资产扣除基金财产清算费用、交纳所欠税款并清偿基金债务后，按基金份额持有人持有的基金份额比例进行分配。 [383, 119, 470, 137]
body-paragraph: 八、基金备案：本基金自基金份额发售之日起三个月内，在基金募集份额总额不少于两亿份，基金募集金额不少于两亿元人民币且基金认购人数不少于二百人的条件下，基金管理人依据法律法规及招募说明书可以决定停止基金发售，并在十日内聘请法定验资机构验资。 [14, 435, 101, 457]
body-paragraph: 十七、基金的转换：基金管理人可以根据相关法律法规以及基金合同的规定，决定开办本基金与基金管理人管理的其他基金之间的转换业务。 [14, 843, 101, 857]
body-paragraph: 五、业绩比较基准：沪深三百指数收益率乘以百分之七十五加中债综合指数收益率乘以百分之二十五。 [198, 184, 286, 194]
body-paragraph: 股指期货投资策略：本基金将根据风险管理的原则，以套期保值为主要目的，有选择地投资于股指期货。 [198, 574, 286, 583]
section-heading: 第十二节 违约责任 [412, 150, 441, 155]
body-paragraph: 六、表决：基金份额持有人所持每份基金份额有一票表决权。基金份额持有人大会决议分为一般决议和特别决议。 [106, 366, 193, 376]
body-paragraph: 二、基金托管人：名称、住所、法定代表人、成立时间、基金托管业务批准文号、组织形式、注册资本、存续期间。 [106, 446, 193, 456]
body-paragraph: 七、基金管理人代表基金行使股东或债权人权利的处理原则及方法：基金管理人按照国家有关规定代表基金独立行使股东或债权人权利，保护基金份额持有人的利益。 [198, 618, 286, 631]
body-paragraph: 股指期货投资策略：本基金将根据风险管理的原则，以套期保值为主要目的，有选择地投资于股指期货。 [198, 366, 286, 375]
body-paragraph: 三、估值原则：基金管理人在确定相关金融资产和金融负债的公允价值时，应符合企业会计准则、监管部门有关规定。 [198, 672, 286, 681]
section-heading: 第十三节 争议的处理和适用的法律 [402, 186, 452, 191]
body-paragraph: 十七、基金的转换：基金管理人可以根据相关法律法规以及基金合同的规定，决定开办本基金与基金管理人管理的其他基金之间的转换业务。 [14, 567, 101, 580]
body-paragraph: 一、基金管理人：名称、住所、法定代表人、设立日期、批准设立机关及批准设立文号、组织形式、注册资本、存续期限、联系电话。 [106, 663, 193, 676]
body-paragraph: 十一、申购和赎回的开放日及时间：投资人在开放日办理基金份额的申购和赎回，具体办理时间为上海证券交易所、深圳证券交易所的正常交易日的交易时间。 [14, 211, 101, 224]
body-paragraph: 二十、定期定额投资计划：基金管理人可以为投资人办理定期定额投资计划，具体规则由基金管理人在届时发布公告或更新的招募说明书中确定。 [14, 325, 101, 339]
body-paragraph: 七、基金管理人代表基金行使股东或债权人权利的处理原则及方法：基金管理人按照国家有关规定代表基金独立行使股东或债权人权利，保护基金份额持有人的利益。 [198, 410, 286, 424]
section-heading: 第四节 基金合同当事人及权利义务 [124, 428, 175, 433]
body-paragraph: 二十、定期定额投资计划：基金管理人可以为投资人办理定期定额投资计划，具体规则由基金管理人在届时发布公告或更新的招募说明书中确定。 [14, 602, 101, 615]
body-paragraph: 六、风险收益特征：本基金为混合型基金，其预期风险和预期收益高于债券型基金和货币市场基金，低于股票型基金。 [198, 609, 286, 618]
body-paragraph: 二、估值对象：基金所拥有的股票、债券、股指期货合约、资产支持证券和银行存款本息、应收款项、其它投资等资产及负债。 [198, 243, 286, 257]
body-paragraph: 一、估值日：本基金的估值日为本基金相关的证券交易场所的交易日以及国家法律法规规定需要对外披露基金净值的非交易日。 [198, 230, 286, 244]
body-paragraph: 三、估值原则：基金管理人在确定相关金融资产和金融负债的公允价值时，应符合企业会计准则、监管部门有关规定。 [198, 464, 286, 474]
body-paragraph: 十六、巨额赎回的情形及处理方式：单个开放日内的基金份额净赎回申请超过前一开放日的基金总份额的百分之十，即认为是发生了巨额赎回。 [14, 277, 101, 290]
body-paragraph: 二、本基金的投资目标：在严格控制风险的前提下，通过合理的资产配置，追求基金资产的长期稳健增值，力争获得超越业绩比较基准的投资回报。 [14, 356, 101, 369]
body-paragraph: 十二、申购与赎回的原则：未知价原则，即申购、赎回价格以申请当日收市后计算的基金份额净值为基准进行计算；金额申购、份额赎回原则。 [14, 777, 101, 791]
body-paragraph: 六、基金财产清算的公告：清算过程中的有关重大事项须及时公告；基金财产清算报告经会计师事务所审计并由律师事务所出具法律意见书后报中国证监会备案并公告。 [383, 136, 470, 150]
body-paragraph: 三、基金收益分配原则：本基金收益分配方式分两种：现金分红与红利再投资，投资者可选择现金红利或将现金红利自动转为基金份额进行再投资。 [291, 160, 378, 173]
body-paragraph: 十八、基金的非交易过户：基金的非交易过户是指基金登记机构只受理继承、捐赠和司法强制执行等情况下的非交易过户。 [14, 857, 101, 870]
body-paragraph: 三、不列入基金费用的项目：基金管理人和基金托管人因未履行或未完全履行义务导致的费用支出或基金财产的损失；基金管理人和基金托管人处理与基金运作无关的事项发生的费用。 [291, 478, 378, 496]
body-paragraph: 基金合同如有未尽事宜，由基金合同当事人各方按有关法律法规协商解决。 [383, 237, 470, 247]
body-paragraph: 三、不列入基金费用的项目：基金管理人和基金托管人因未履行或未完全履行义务导致的费用支出或基金财产的损失；基金管理人和基金托管人处理与基金运作无关的事项发生的费用。 [291, 102, 378, 119]
masthead-rule-thin [14, 47, 470, 48]
body-paragraph: 各方当事人同意，因基金合同而产生的或与基金合同有关的一切争议，如经友好协商未能解决的，任何一方均有权将争议提交中国国际经济贸易仲裁委员会，按照其时有效的仲裁规则进行仲裁。 [383, 588, 470, 606]
body-paragraph: 一、基金管理人：名称、住所、法定代表人、设立日期、批准设立机关及批准设立文号、组织形式、注册资本、存续期限、联系电话。 [106, 433, 193, 447]
body-paragraph: 十六、巨额赎回的情形及处理方式：单个开放日内的基金份额净赎回申请超过前一开放日的基金总份额的百分之十，即认为是发生了巨额赎回。 [14, 553, 101, 567]
body-paragraph: 基金合同是约定基金合同当事人之间权利义务关系的法律文件。基金合同经基金管理人、基金托管人双方盖章以及双方法定代表人或授权代表签字并在募集结束后经基金管理人向中国证监会办理基金备案手续后生效。 [383, 611, 470, 629]
body-paragraph: 一、基金管理人、基金托管人在履行各自职责的过程中，违反法律法规的规定或者基金合同约定，给基金财产或者基金份额持有人造成损害的，应当分别对各自的行为依法承担赔偿责任。 [383, 353, 470, 371]
body-paragraph: 六、基金财产清算的公告：清算过程中的有关重大事项须及时公告；基金财产清算报告经会计师事务所审计并由律师事务所出具法律意见书后报中国证监会备案并公告。 [383, 533, 470, 546]
body-paragraph: 三、投资策略：资产配置策略，本基金通过对宏观经济运行状况、国家财政政策和货币政策、国家产业政策及资本市场资金环境、证券市场走势的分析，综合考虑各类资产的风险收益特征，确定合适的资产配置比例。 [198, 93, 286, 110]
body-paragraph: 二、投资范围：本基金的投资范围包括国内依法发行上市的股票（包括创业板、中小板以及其他经中国证监会核准上市的股票）、债券、货币市场工具、资产支持证券、股指期货、国债期货以及法律法规或中国证监会允许基金投资的其他金融工具。 [198, 487, 286, 508]
body-paragraph: 十五、暂停赎回或延缓支付赎回款项的情形：因不可抗力导致基金管理人不能支付赎回款项；证券交易所交易时间非正常停市，导致基金管理人无法计算当日基金资产净值。 [14, 540, 101, 554]
issue-date: 2021年4月15日 星期四 [424, 32, 462, 36]
body-paragraph: 二、基金的年度审计：基金管理人聘请与基金管理人、基金托管人相互独立的具有证券、期货相关业务资格的会计师事务所及其注册会计师对本基金的年度财务报表进行审计。 [291, 595, 378, 609]
text-column-2 [106, 52, 193, 746]
body-paragraph: 七、募集资金的管理：基金募集期间募集的资金应当存入专门账户，在基金募集行为结束前，任何人不得动用。 [14, 703, 101, 712]
body-paragraph: 二、估值对象：基金所拥有的股票、债券、股指期货合约、资产支持证券和银行存款本息、应收款项、其它投资等资产及负债。 [198, 451, 286, 465]
section-heading: 第十五节 其他事项 [412, 430, 441, 435]
editor-line: 责任编辑：联系电话： [344, 20, 376, 24]
body-paragraph: 六、基金托管人的权利：自基金合同生效之日起，依法律法规和基金合同的规定安全保管基金财产；依基金合同约定获得基金托管费以及法律法规规定或监管部门批准的其他费用。 [106, 503, 193, 517]
column-divider [196, 52, 197, 688]
body-paragraph: 三、投资策略：资产配置策略，本基金通过对宏观经济运行状况、国家财政政策和货币政策、国家产业政策及资本市场资金环境、证券市场走势的分析，综合考虑各类资产的风险收益特征，确定合适的资产配置比例。 [198, 300, 286, 318]
body-paragraph: 二、基金合同的终止事由：有下列情形之一的，基金合同应当终止：基金份额持有人大会决定终止的；基金管理人、基金托管人职责终止，在六个月内没有新基金管理人、新基金托管人承接的。 [383, 269, 470, 287]
body-paragraph: 十六、巨额赎回的情形及处理方式：单个开放日内的基金份额净赎回申请超过前一开放日的基金总份额的百分之十，即认为是发生了巨额赎回。 [14, 830, 101, 844]
body-paragraph: 三、基金份额持有人：基金投资者持有本基金基金份额的行为即视为对基金合同的承认和接受，基金投资者自依据基金合同取得基金份额，即成为本基金份额持有人和基金合同的当事人，直至其不再持有本基金的基金份额。 [106, 226, 193, 244]
body-paragraph: 四、基金份额的发售时间、发售方式与发售对象：本基金通过基金管理人直销中心及各代销机构进行公开发售，发售对象为符合法律法规规定的个人投资者、机构投资者和合格境外机构投资者。 [14, 387, 101, 404]
body-paragraph: 一、基金费用的种类：基金管理人的管理费；基金托管人的托管费；销售服务费；基金合同生效后与基金相关的信息披露费用；基金合同生效后与基金相关的会计师费、律师费、仲裁费和诉讼费；基金份额持有人大会费用；基金的证券、期货交易费用；基金的银行汇划费用。 [291, 435, 378, 456]
body-paragraph: 三、基金收益分配原则：本基金收益分配方式分两种：现金分红与红利再投资，投资者可选择现金红利或将现金红利自动转为基金份额进行再投资。 [291, 348, 378, 362]
